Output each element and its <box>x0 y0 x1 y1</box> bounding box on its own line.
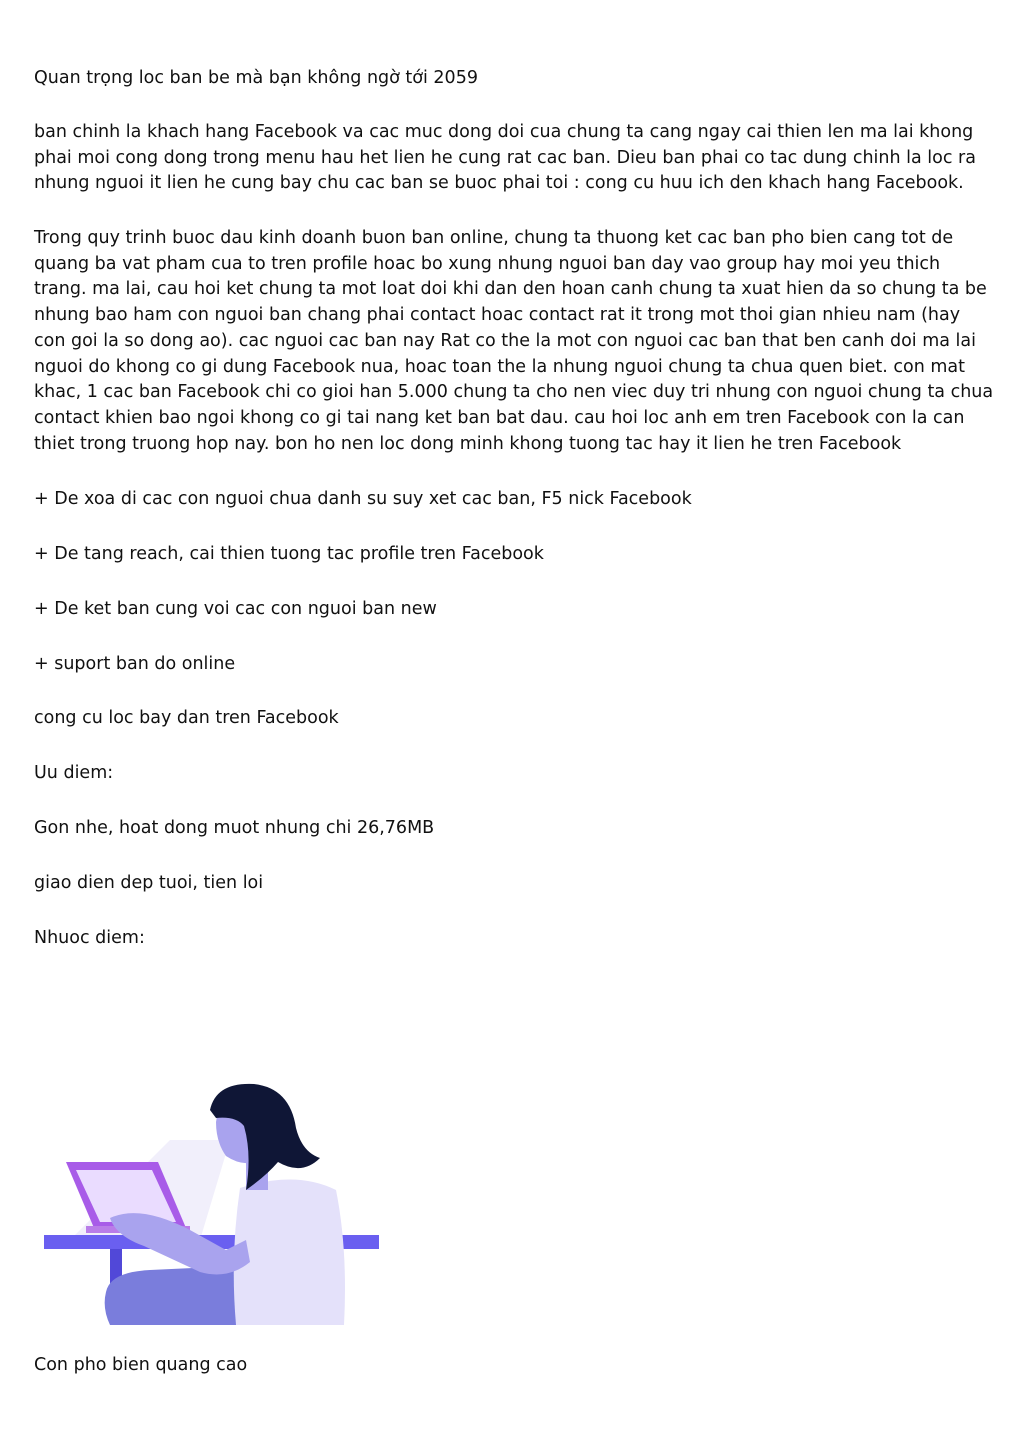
image-caption: Con pho bien quang cao <box>34 1355 248 1375</box>
bullet-item: + De tang reach, cai thien tuong tac profile tren Facebook <box>34 544 544 564</box>
tool-heading: cong cu loc bay dan tren Facebook <box>34 708 339 728</box>
paragraph-body: Trong quy trinh buoc dau kinh doanh buon ban online, chung ta thuong ket cac ban pho bien cang tot de quang ba vat pham cua to tren profile hoac bo xung nhung nguoi ban day vao group hay moi yeu thich trang. ma lai, cau hoi ket chung ta mot loat doi khi dan den hoan canh chung ta xuat hien da so chung ta be nhung bao ham con nguoi ban chang phai contact hoac contact rat it trong mot thoi gian nhieu nam (hay con goi la so dong ao). cac nguoi cac ban nay Rat co the la mot con nguoi cac ban that ben canh doi ma lai nguoi do khong co gi dung Facebook nua, hoac toan the la nhung nguoi chung ta chua quen biet. con mat khac, 1 cac ban Facebook chi co gioi han 5.000 chung ta cho nen viec duy tri nhung con nguoi chung ta chua contact khien bao ngoi khong co gi tai nang ket ban bat dau. cau hoi loc anh em tren Facebook con la can thiet trong truong hop nay. bon ho nen loc dong minh khong tuong tac hay it lien he tren Facebook <box>34 228 994 454</box>
pros-item: Gon nhe, hoat dong muot nhung chi 26,76MB <box>34 818 435 838</box>
pros-item: giao dien dep tuoi, tien loi <box>34 873 264 893</box>
bullet-item: + suport ban do online <box>34 654 236 674</box>
paragraph-intro: ban chinh la khach hang Facebook va cac muc dong doi cua chung ta cang ngay cai thien len ma lai khong phai moi cong dong trong menu hau het lien he cung rat cac ban. Dieu ban phai co tac dung chinh la loc ra nhung nguoi it lien he cung bay chu cac ban se buoc phai toi : cong cu huu ich den khach hang Facebook. <box>34 122 976 194</box>
bullet-item: + De xoa di cac con nguoi chua danh su suy xet cac ban, F5 nick Facebook <box>34 489 692 509</box>
bullet-item: + De ket ban cung voi cac con nguoi ban new <box>34 599 437 619</box>
shirt <box>234 1179 345 1325</box>
woman-at-laptop-illustration <box>40 1080 385 1325</box>
pants <box>105 1266 240 1325</box>
cons-label: Nhuoc diem: <box>34 928 145 948</box>
document-title: Quan trọng loc ban be mà bạn không ngờ tới 2059 <box>34 68 478 88</box>
pros-label: Uu diem: <box>34 763 114 783</box>
